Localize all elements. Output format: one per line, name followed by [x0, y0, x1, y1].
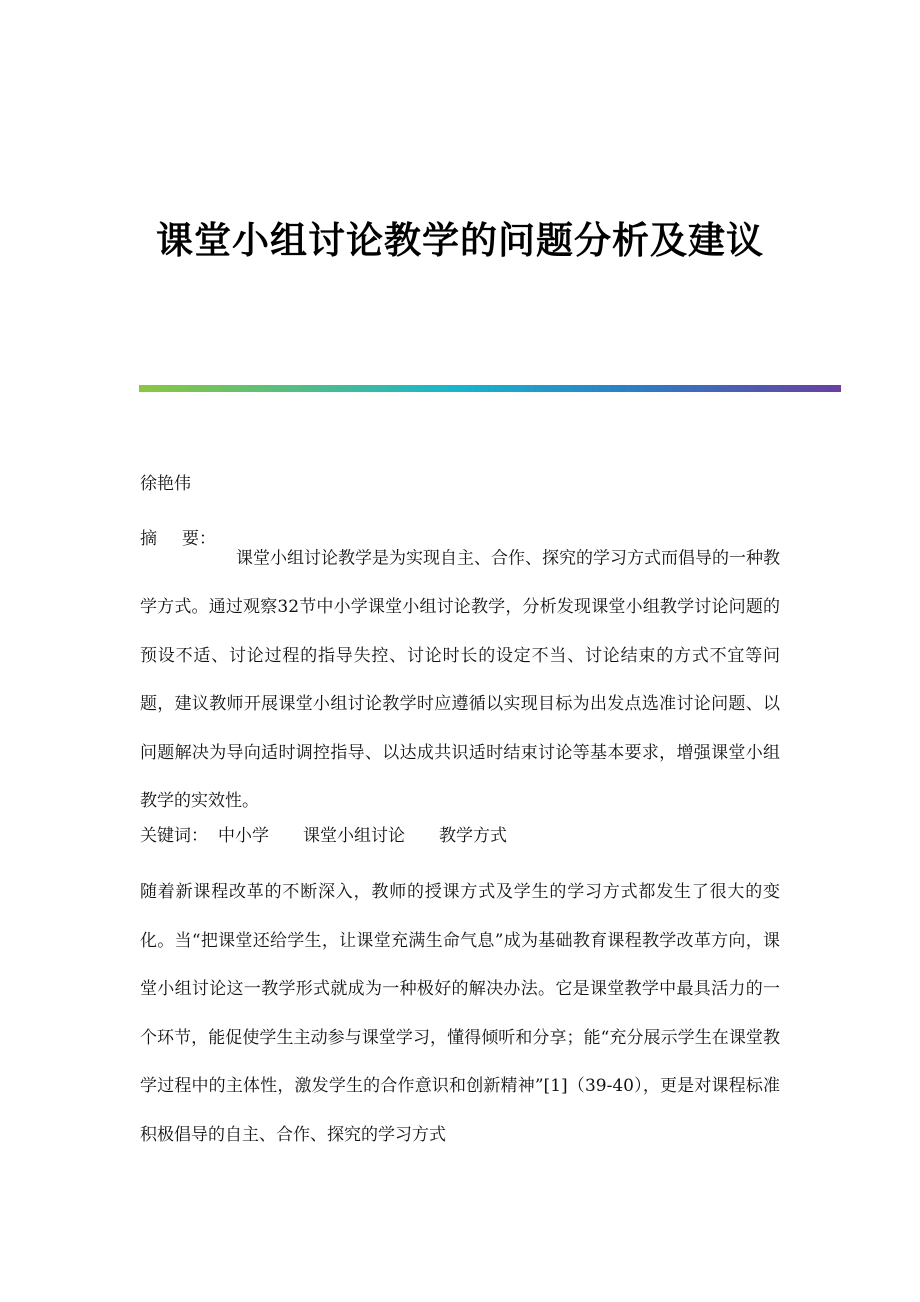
body-paragraph: 随着新课程改革的不断深入，教师的授课方式及学生的学习方式都发生了很大的变化。当“把课堂还给学生，让课堂充满生命气息”成为基础教育课程教学改革方向，课堂小组讨论这一教学形式就成为一种极好的解决办法。它是课堂教学中最具活力的一个环节，能促使学生主动参与课堂学习，懂得倾听和分享；能“充分展示学生在课堂教学过程中的主体性，激发学生的合作意识和创新精神”[1]（39-40），更是对课程标准积极倡导的自主、合作、探究的学习方式: [140, 882, 780, 1145]
keywords-line: [140, 812, 780, 861]
title-divider: [139, 385, 841, 392]
keyword-item: 课堂小组讨论: [303, 826, 405, 846]
keyword-item: 教学方式: [439, 826, 507, 846]
abstract-label-part2: 要：: [182, 529, 216, 549]
abstract-label-part1: 摘: [140, 529, 157, 549]
abstract-label: [140, 515, 236, 564]
document-title: 课堂小组讨论教学的问题分析及建议: [156, 218, 764, 262]
abstract-text: 课堂小组讨论教学是为实现自主、合作、探究的学习方式而倡导的一种教学方式。通过观察32节中小学课堂小组讨论教学，分析发现课堂小组教学讨论问题的预设不适、讨论过程的指导失控、讨论时长的设定不当、讨论结束的方式不宜等问题，建议教师开展课堂小组讨论教学时应遵循以实现目标为出发点选准讨论问题、以问题解决为导向适时调控指导、以达成共识适时结束讨论等基本要求，增强课堂小组教学的实效性。: [140, 548, 780, 811]
keywords-label: 关键词：: [140, 826, 208, 846]
author-name: 徐艳伟: [140, 474, 191, 494]
keyword-item: 中小学: [218, 826, 269, 846]
abstract-paragraph: [140, 515, 780, 826]
